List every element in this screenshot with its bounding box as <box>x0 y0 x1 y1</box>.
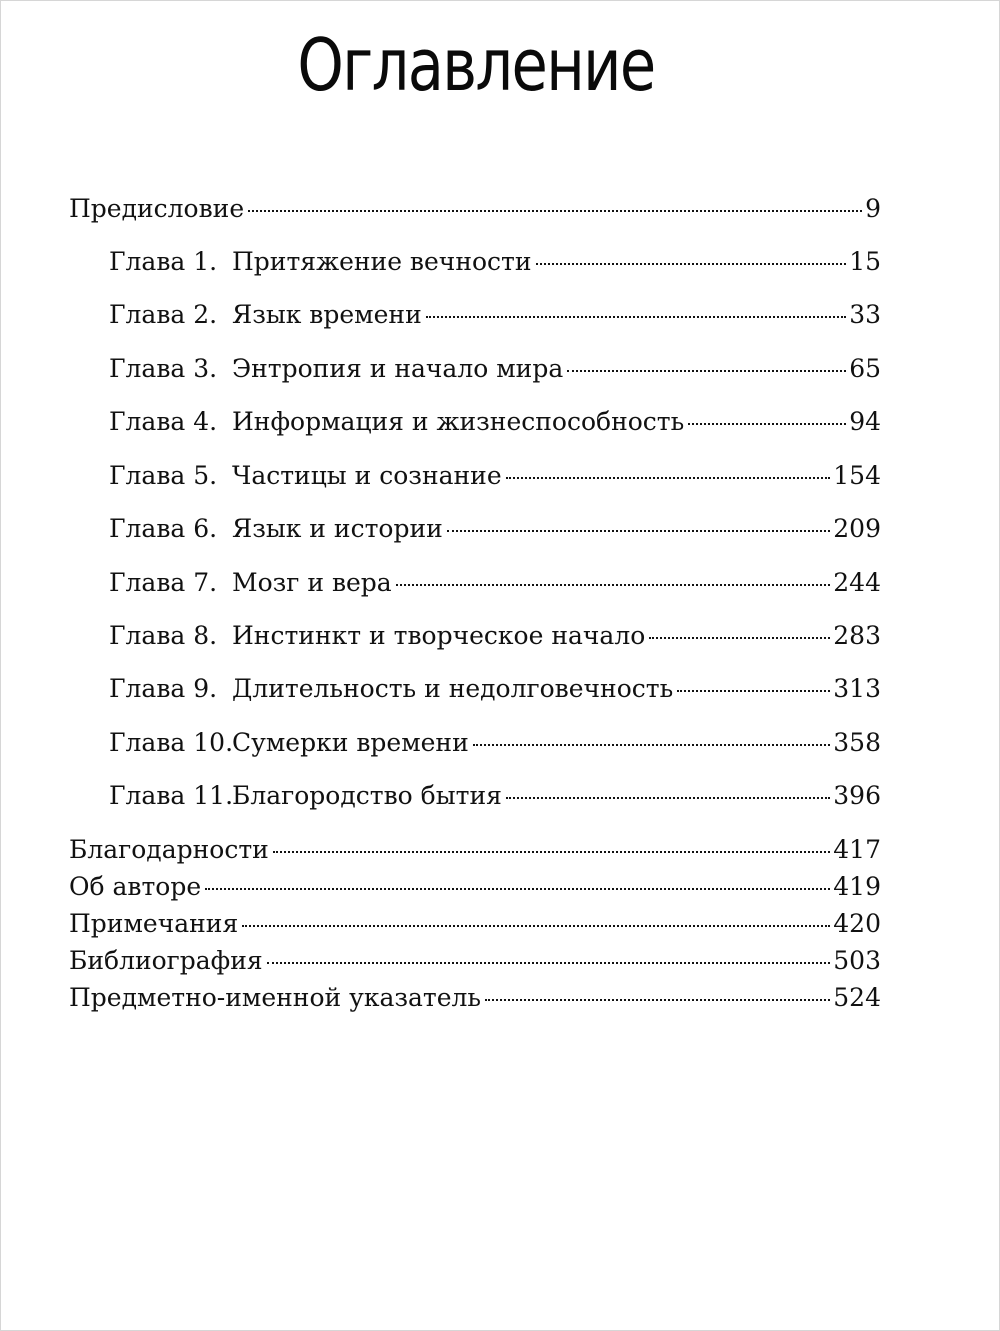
toc-entry-label: Язык времени <box>232 300 422 329</box>
dot-leader <box>426 316 846 318</box>
toc-entry-label: Информация и жизнеспособность <box>232 407 685 436</box>
toc-entry-chapter-2[interactable] <box>109 300 881 330</box>
toc-entry-label: Сумерки времени <box>232 728 469 757</box>
dot-leader <box>396 584 831 586</box>
toc-entry-label: Благородство бытия <box>232 781 502 810</box>
toc-entry-page: 417 <box>833 835 881 864</box>
toc-entry-label: Длительность и недолговечность <box>232 674 674 703</box>
dot-leader <box>273 851 830 853</box>
chapter-number: Глава 1. <box>109 247 218 276</box>
toc-entry-chapter-5[interactable] <box>109 461 881 491</box>
toc-entry-chapter-3[interactable] <box>109 354 881 384</box>
toc-entry-page: 313 <box>833 674 881 703</box>
chapter-number: Глава 6. <box>109 514 218 543</box>
toc-entry-label: Язык и истории <box>232 514 443 543</box>
toc-entry-page: 358 <box>833 728 881 757</box>
toc-entry-label: Притяжение вечности <box>232 247 532 276</box>
chapter-number: Глава 5. <box>109 461 218 490</box>
toc-entry-label: Библиография <box>69 946 263 975</box>
dot-leader <box>649 637 830 639</box>
toc-entry-chapter-6[interactable] <box>109 514 881 544</box>
dot-leader <box>205 888 830 890</box>
toc-entry-page: 209 <box>833 514 881 543</box>
toc-entry-label: Инстинкт и творческое начало <box>232 621 646 650</box>
toc-entry-page: 419 <box>833 872 881 901</box>
toc-entry-page: 420 <box>833 909 881 938</box>
dot-leader <box>242 925 830 927</box>
toc-entry-label: Об авторе <box>69 872 202 901</box>
dot-leader <box>485 999 830 1001</box>
toc-entry-page: 244 <box>833 568 881 597</box>
dot-leader <box>536 263 847 265</box>
dot-leader <box>506 477 831 479</box>
toc-entry-page: 503 <box>833 946 881 975</box>
toc-entry-label: Частицы и сознание <box>232 461 502 490</box>
toc-entry-chapter-10[interactable] <box>109 728 881 758</box>
toc-entry-preface[interactable] <box>69 194 881 224</box>
toc-entry-label: Предметно-именной указатель <box>69 983 482 1012</box>
dot-leader <box>447 530 831 532</box>
dot-leader <box>677 690 830 692</box>
toc-entry-page: 524 <box>833 983 881 1012</box>
toc-entry-chapter-4[interactable] <box>109 407 881 437</box>
toc-entry-label: Благодарности <box>69 835 269 864</box>
toc-entry-chapter-7[interactable] <box>109 568 881 598</box>
chapter-number: Глава 2. <box>109 300 218 329</box>
toc-entry-bibliography[interactable] <box>69 946 881 976</box>
toc-entry-page: 283 <box>833 621 881 650</box>
toc-entry-label: Мозг и вера <box>232 568 392 597</box>
chapter-number: Глава 8. <box>109 621 218 650</box>
page-title: Оглавление <box>297 23 655 107</box>
dot-leader <box>248 210 862 212</box>
chapter-number: Глава 11. <box>109 781 234 810</box>
toc-entry-chapter-9[interactable] <box>109 674 881 704</box>
toc-entry-index[interactable] <box>69 983 881 1013</box>
toc-entry-chapter-8[interactable] <box>109 621 881 651</box>
toc-entry-about-author[interactable] <box>69 872 881 902</box>
toc-entry-label: Энтропия и начало мира <box>232 354 564 383</box>
toc-entry-label: Примечания <box>69 909 239 938</box>
toc-entry-notes[interactable] <box>69 909 881 939</box>
dot-leader <box>267 962 831 964</box>
chapter-number: Глава 7. <box>109 568 218 597</box>
dot-leader <box>567 370 846 372</box>
toc-entry-page: 154 <box>833 461 881 490</box>
toc-entry-page: 15 <box>849 247 881 276</box>
toc-entry-acknowledgements[interactable] <box>69 835 881 865</box>
chapter-number: Глава 10. <box>109 728 234 757</box>
toc-entry-page: 9 <box>865 194 881 223</box>
toc-entry-chapter-11[interactable] <box>109 781 881 811</box>
chapter-number: Глава 9. <box>109 674 218 703</box>
toc-entry-page: 65 <box>849 354 881 383</box>
toc-entry-page: 94 <box>849 407 881 436</box>
chapter-number: Глава 4. <box>109 407 218 436</box>
toc-entry-page: 396 <box>833 781 881 810</box>
dot-leader <box>688 423 846 425</box>
dot-leader <box>473 744 831 746</box>
toc-entry-chapter-1[interactable] <box>109 247 881 277</box>
toc-entry-page: 33 <box>849 300 881 329</box>
chapter-number: Глава 3. <box>109 354 218 383</box>
dot-leader <box>506 797 830 799</box>
toc-entry-label: Предисловие <box>69 194 245 223</box>
